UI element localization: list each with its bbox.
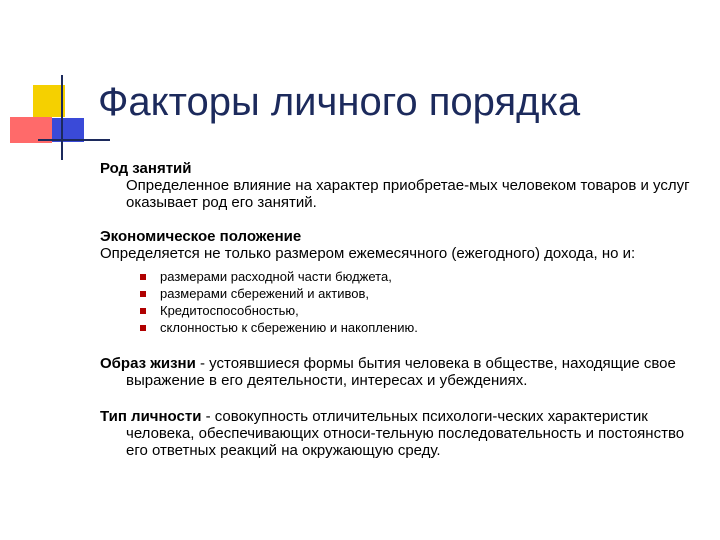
personality-text: - совокупность отличительных психологи-ческих характеристик человека, обеспечивающих относи-тельную последовательность и постоянство его ответных реакций на окружающую среду. xyxy=(126,408,685,459)
list-item: склонностью к сбережению и накоплению. xyxy=(140,319,700,336)
personality-heading: Тип личности xyxy=(100,408,202,425)
economic-bullet-list xyxy=(100,268,700,336)
section-personality xyxy=(100,408,700,459)
section-lifestyle xyxy=(100,355,700,389)
economic-text: Определяется не только размером ежемесячного (ежегодного) дохода, но и: xyxy=(100,245,636,262)
economic-heading: Экономическое положение xyxy=(100,228,302,245)
slide-content xyxy=(100,160,700,459)
yellow-square xyxy=(33,85,65,117)
list-item: размерами расходной части бюджета, xyxy=(140,268,700,285)
list-item: размерами сбережений и активов, xyxy=(140,285,700,302)
bullet-square-icon xyxy=(140,325,146,331)
occupation-text: Определенное влияние на характер приобретае-мых человеком товаров и услуг оказывает род его занятий. xyxy=(126,177,690,211)
bullet-square-icon xyxy=(140,291,146,297)
section-economic xyxy=(100,228,700,336)
list-item: Кредитоспособностью, xyxy=(140,302,700,319)
slide-title: Факторы личного порядка xyxy=(98,80,581,124)
blue-square xyxy=(52,118,84,142)
section-occupation xyxy=(100,160,700,211)
bullet-square-icon xyxy=(140,274,146,280)
decorative-corner-graphic xyxy=(0,0,110,170)
lifestyle-text: - устоявшиеся формы бытия человека в обществе, находящие свое выражение в его деятельности, интересах и убеждениях. xyxy=(126,355,676,389)
bullet-square-icon xyxy=(140,308,146,314)
occupation-heading: Род занятий xyxy=(100,160,192,177)
lifestyle-heading: Образ жизни xyxy=(100,355,196,372)
